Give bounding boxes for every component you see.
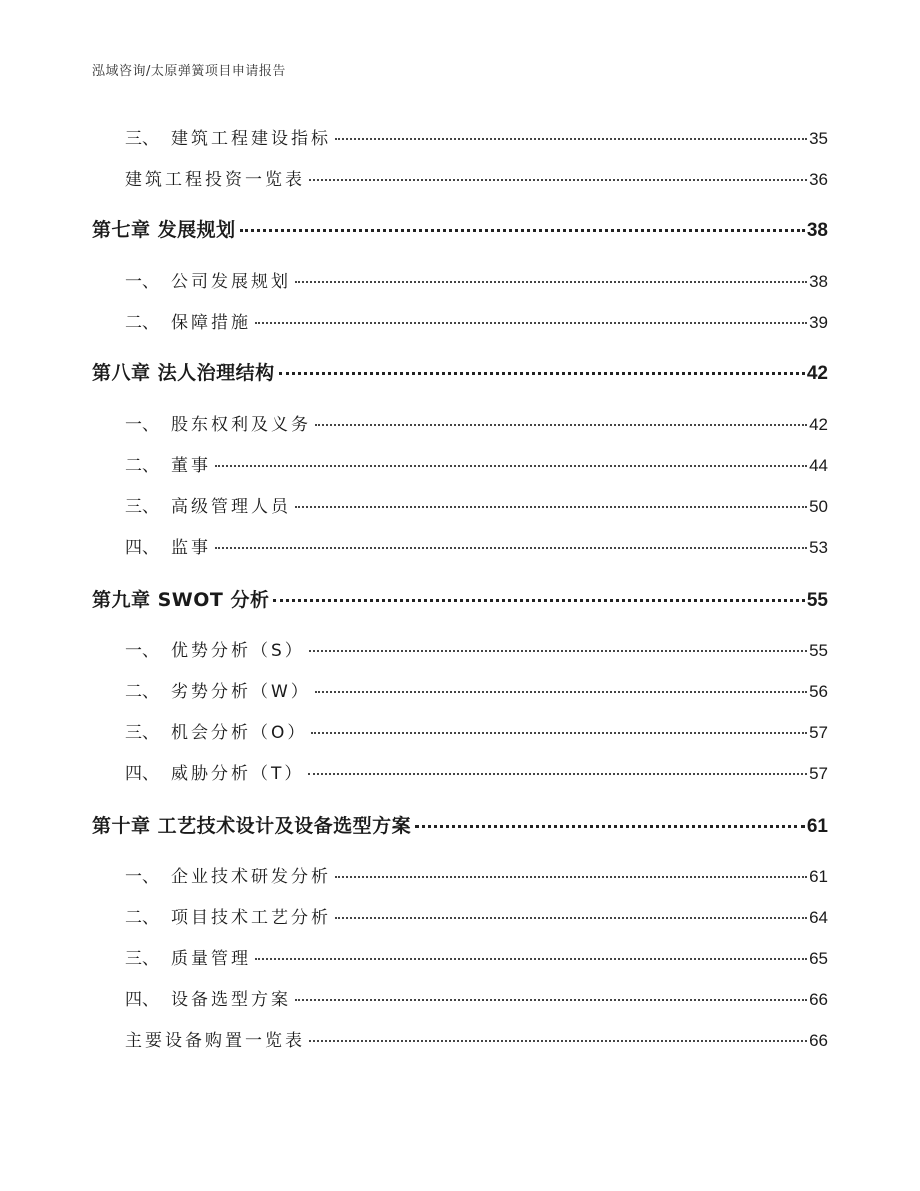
dot-leader bbox=[255, 958, 807, 960]
toc-entry-page-number: 61 bbox=[806, 816, 828, 837]
dot-leader bbox=[415, 825, 805, 828]
dot-leader bbox=[309, 179, 807, 181]
toc-entry-title: 保障措施 bbox=[171, 313, 251, 333]
toc-entry-page-number: 53 bbox=[809, 538, 828, 557]
toc-entry-title: 设备选型方案 bbox=[171, 990, 291, 1010]
toc-chapter-entry[interactable] bbox=[92, 215, 828, 243]
toc-entry-number: 三、 bbox=[125, 723, 159, 743]
toc-entry-title: 劣势分析（W） bbox=[171, 682, 311, 702]
toc-entry-title: 董事 bbox=[171, 456, 211, 476]
toc-section-entry[interactable] bbox=[125, 903, 828, 929]
dot-leader bbox=[335, 138, 807, 140]
toc-entry-number: 四、 bbox=[125, 764, 159, 784]
dot-leader bbox=[215, 547, 807, 549]
toc-entry-title: 机会分析（O） bbox=[171, 723, 308, 743]
dot-leader bbox=[315, 691, 807, 693]
toc-entry-number: 二、 bbox=[125, 456, 159, 476]
toc-entry-number: 一、 bbox=[125, 272, 159, 292]
toc-chapter-entry[interactable] bbox=[92, 358, 828, 386]
dot-leader bbox=[279, 372, 805, 375]
toc-entry-page-number: 38 bbox=[806, 220, 828, 241]
dot-leader bbox=[240, 229, 805, 232]
dot-leader bbox=[335, 876, 807, 878]
toc-entry-title: 质量管理 bbox=[171, 949, 251, 969]
toc-section-entry[interactable] bbox=[125, 165, 828, 191]
dot-leader bbox=[335, 917, 807, 919]
toc-entry-page-number: 57 bbox=[809, 723, 828, 742]
toc-entry-page-number: 57 bbox=[809, 764, 828, 783]
toc-entry-number: 二、 bbox=[125, 313, 159, 333]
toc-section-entry[interactable] bbox=[125, 410, 828, 436]
toc-chapter-entry[interactable] bbox=[92, 811, 828, 839]
dot-leader bbox=[315, 424, 807, 426]
toc-section-entry[interactable] bbox=[125, 308, 828, 334]
toc-entry-number: 一、 bbox=[125, 641, 159, 661]
toc-entry-number: 二、 bbox=[125, 908, 159, 928]
toc-section-entry[interactable] bbox=[125, 944, 828, 970]
toc-entry-title: 第九章 SWOT 分析 bbox=[92, 589, 270, 611]
toc-entry-number: 三、 bbox=[125, 129, 159, 149]
dot-leader bbox=[255, 322, 807, 324]
dot-leader bbox=[311, 732, 807, 734]
toc-section-entry[interactable] bbox=[125, 718, 828, 744]
toc-entry-page-number: 42 bbox=[809, 415, 828, 434]
toc-entry-number: 一、 bbox=[125, 867, 159, 887]
toc-section-entry[interactable] bbox=[125, 267, 828, 293]
toc-section-entry[interactable] bbox=[125, 862, 828, 888]
dot-leader bbox=[308, 773, 807, 775]
toc-entry-page-number: 56 bbox=[809, 682, 828, 701]
toc-section-entry[interactable] bbox=[125, 636, 828, 662]
toc-entry-page-number: 42 bbox=[806, 363, 828, 384]
toc-entry-page-number: 66 bbox=[809, 990, 828, 1009]
toc-entry-page-number: 35 bbox=[809, 129, 828, 148]
toc-entry-page-number: 50 bbox=[809, 497, 828, 516]
toc-entry-number: 三、 bbox=[125, 949, 159, 969]
toc-entry-page-number: 39 bbox=[809, 313, 828, 332]
dot-leader bbox=[295, 999, 807, 1001]
toc-entry-title: 优势分析（S） bbox=[171, 641, 305, 661]
toc-entry-title: 主要设备购置一览表 bbox=[125, 1031, 305, 1051]
toc-entry-number: 四、 bbox=[125, 990, 159, 1010]
toc-entry-number: 一、 bbox=[125, 415, 159, 435]
toc-entry-page-number: 38 bbox=[809, 272, 828, 291]
toc-entry-page-number: 55 bbox=[806, 590, 828, 611]
toc-entry-number: 三、 bbox=[125, 497, 159, 517]
toc-entry-page-number: 36 bbox=[809, 170, 828, 189]
page-header: 泓域咨询/太原弹簧项目申请报告 bbox=[92, 64, 286, 79]
dot-leader bbox=[215, 465, 807, 467]
toc-section-entry[interactable] bbox=[125, 759, 828, 785]
toc-entry-title: 建筑工程投资一览表 bbox=[125, 170, 305, 190]
toc-entry-page-number: 55 bbox=[809, 641, 828, 660]
toc-entry-title: 第十章 工艺技术设计及设备选型方案 bbox=[92, 815, 412, 837]
toc-section-entry[interactable] bbox=[125, 451, 828, 477]
toc-entry-title: 监事 bbox=[171, 538, 211, 558]
toc-entry-number: 四、 bbox=[125, 538, 159, 558]
toc-entry-title: 高级管理人员 bbox=[171, 497, 291, 517]
toc-section-entry[interactable] bbox=[125, 985, 828, 1011]
toc-entry-title: 第八章 法人治理结构 bbox=[92, 362, 275, 384]
toc-entry-page-number: 61 bbox=[809, 867, 828, 886]
toc-chapter-entry[interactable] bbox=[92, 585, 828, 613]
toc-entry-title: 第七章 发展规划 bbox=[92, 219, 236, 241]
toc-section-entry[interactable] bbox=[125, 677, 828, 703]
toc-entry-title: 公司发展规划 bbox=[171, 272, 291, 292]
dot-leader bbox=[273, 599, 804, 602]
dot-leader bbox=[309, 1040, 807, 1042]
toc-entry-title: 建筑工程建设指标 bbox=[171, 129, 331, 149]
dot-leader bbox=[295, 281, 807, 283]
toc-entry-title: 企业技术研发分析 bbox=[171, 867, 331, 887]
toc-entry-number: 二、 bbox=[125, 682, 159, 702]
toc-entry-page-number: 64 bbox=[809, 908, 828, 927]
toc-section-entry[interactable] bbox=[125, 533, 828, 559]
header-divider bbox=[92, 84, 828, 85]
dot-leader bbox=[295, 506, 807, 508]
toc-section-entry[interactable] bbox=[125, 492, 828, 518]
toc-entry-title: 股东权利及义务 bbox=[171, 415, 311, 435]
toc-section-entry[interactable] bbox=[125, 124, 828, 150]
toc-entry-title: 威胁分析（T） bbox=[171, 764, 305, 784]
toc-entry-page-number: 44 bbox=[809, 456, 828, 475]
toc-entry-page-number: 65 bbox=[809, 949, 828, 968]
dot-leader bbox=[309, 650, 807, 652]
toc-section-entry[interactable] bbox=[125, 1026, 828, 1052]
toc-entry-title: 项目技术工艺分析 bbox=[171, 908, 331, 928]
toc-entry-page-number: 66 bbox=[809, 1031, 828, 1050]
